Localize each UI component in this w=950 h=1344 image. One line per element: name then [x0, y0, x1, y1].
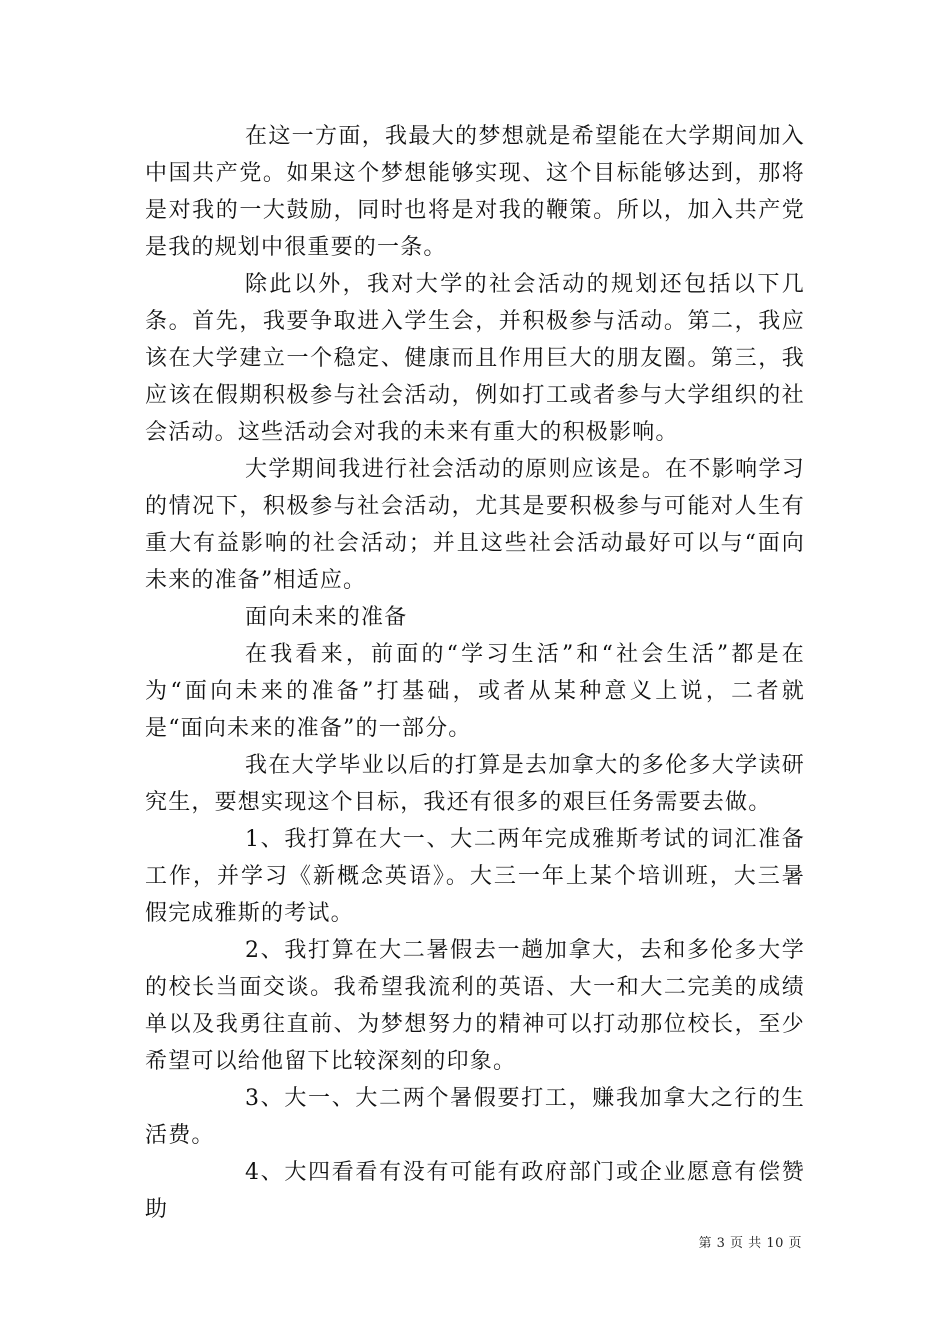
paragraph-graduate-plan: 我在大学毕业以后的打算是去加拿大的多伦多大学读研究生，要想实现这个目标，我还有很多的艰巨任务需要去做。 [145, 753, 805, 815]
paragraph-party-goal: 在这一方面，我最大的梦想就是希望能在大学期间加入中国共产党。如果这个梦想能够实现、这个目标能够达到，那将是对我的一大鼓励，同时也将是对我的鞭策。所以，加入共产党是我的规划中很重要的一条。 [145, 124, 805, 260]
list-item-3: 3、大一、大二两个暑假要打工，赚我加拿大之行的生活费。 [145, 1086, 805, 1148]
list-item-4: 4、大四看看有没有可能有政府部门或企业愿意有偿赞助 [145, 1160, 805, 1222]
page-number-footer: 第 3 页 共 10 页 [698, 1236, 802, 1251]
paragraph-social-plan: 除此以外，我对大学的社会活动的规划还包括以下几条。首先，我要争取进入学生会，并积极参与活动。第二，我应该在大学建立一个稳定、健康而且作用巨大的朋友圈。第三，我应该在假期积极参与社会活动，例如打工或者参与大学组织的社会活动。这些活动会对我的未来有重大的积极影响。 [145, 272, 805, 445]
section-heading: 面向未来的准备 [245, 605, 408, 630]
list-item-2: 2、我打算在大二暑假去一趟加拿大，去和多伦多大学的校长当面交谈。我希望我流利的英语、大一和大二完美的成绩单以及我勇往直前、为梦想努力的精神可以打动那位校长，至少希望可以给他留下比较深刻的印象。 [145, 938, 805, 1074]
document-body [145, 118, 805, 1228]
list-item-1: 1、我打算在大一、大二两年完成雅斯考试的词汇准备工作，并学习《新概念英语》。大三一年上某个培训班，大三暑假完成雅斯的考试。 [145, 827, 805, 926]
paragraph-foundation: 在我看来，前面的“学习生活”和“社会生活”都是在为“面向未来的准备”打基础，或者从某种意义上说，二者就是“面向未来的准备”的一部分。 [145, 642, 805, 741]
paragraph-social-principle: 大学期间我进行社会活动的原则应该是。在不影响学习的情况下，积极参与社会活动，尤其是要积极参与可能对人生有重大有益影响的社会活动；并且这些社会活动最好可以与“面向未来的准备”相适应。 [145, 457, 805, 593]
